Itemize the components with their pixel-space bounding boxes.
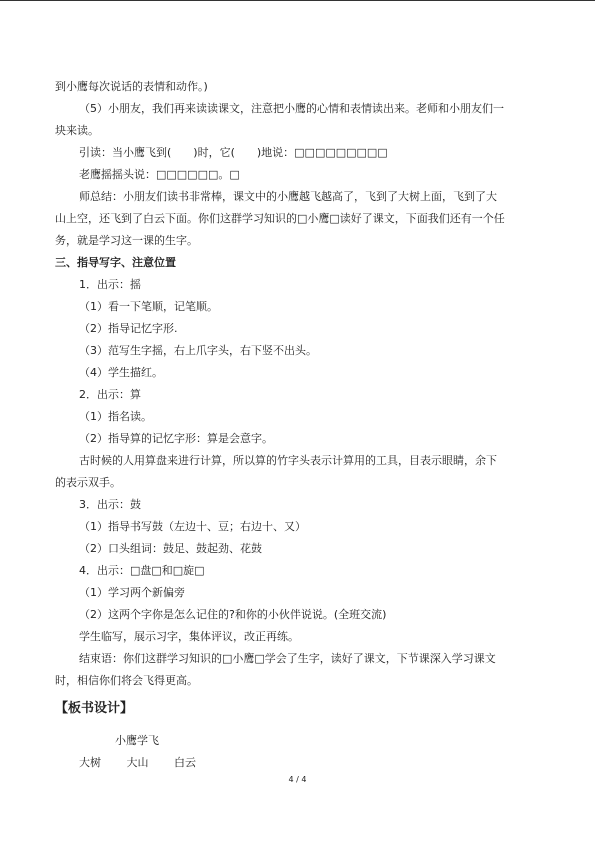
- paragraph-line: 老鹰摇摇头说：□□□□□□。□: [79, 168, 240, 181]
- paragraph-line: 山上空，还飞到了白云下面。你们这群学习知识的□小鹰□读好了课文，下面我们还有一个任: [55, 212, 505, 225]
- paragraph-line: （2）口头组词：鼓足、鼓起劲、花鼓: [79, 542, 262, 555]
- board-item: 白云: [174, 756, 196, 769]
- paragraph-line: 务，就是学习这一课的生字。: [55, 234, 198, 247]
- board-items: [55, 752, 545, 774]
- paragraph-line: 引读：当小鹰飞到( )时，它( )地说：□□□□□□□□□: [79, 146, 388, 159]
- paragraph-line: （4）学生描红。: [79, 366, 163, 379]
- paragraph-line: （1）学习两个新偏旁: [79, 586, 185, 599]
- board-title: 小鹰学飞: [115, 734, 159, 747]
- paragraph-line: 2．出示：算: [79, 388, 141, 401]
- paragraph-line: 1．出示：摇: [79, 278, 141, 291]
- paragraph-line: 结束语：你们这群学习知识的□小鹰□学会了生字，读好了课文，下节课深入学习课文: [79, 652, 496, 665]
- board-item: 大山: [126, 756, 149, 769]
- paragraph-line: 学生临写，展示习字，集体评议，改正再练。: [79, 630, 299, 643]
- paragraph-line: （1）指名读。: [79, 410, 152, 423]
- paragraph-line: （1）看一下笔顺，记笔顺。: [79, 300, 218, 313]
- paragraph-line: （2）这两个字你是怎么记住的?和你的小伙伴说说。(全班交流): [79, 608, 387, 621]
- paragraph-line: 3．出示：鼓: [79, 498, 141, 511]
- paragraph-line: 4．出示：□盘□和□旋□: [79, 564, 205, 577]
- paragraph-line: 师总结：小朋友们读书非常棒，课文中的小鹰越飞越高了，飞到了大树上面，飞到了大: [79, 190, 497, 203]
- paragraph-line: 古时候的人用算盘来进行计算，所以算的竹字头表示计算用的工具，目表示眼睛，余下: [79, 454, 497, 467]
- document-body: [55, 76, 545, 774]
- paragraph-line: （2）指导算的记忆字形：算是会意字。: [79, 432, 273, 445]
- paragraph-line: （5）小朋友，我们再来读读课文，注意把小鹰的心情和表情读出来。老师和小朋友们一: [79, 102, 504, 115]
- paragraph-line: 的表示双手。: [55, 476, 121, 489]
- paragraph-line: （1）指导书写鼓（左边十、豆；右边十、又）: [79, 520, 306, 533]
- page-number: 4 / 4: [288, 775, 307, 784]
- paragraph-line: 块来读。: [55, 124, 99, 137]
- header-rule: [0, 0, 595, 1]
- board-design-heading: 【板书设计】: [55, 701, 134, 716]
- paragraph-line: 到小鹰每次说话的表情和动作。): [55, 80, 208, 93]
- paragraph-line: 时，相信你们将会飞得更高。: [55, 674, 198, 687]
- paragraph-line: （3）范写生字摇，右上爪字头，右下竖不出头。: [79, 344, 317, 357]
- section-heading: 三、指导写字、注意位置: [55, 256, 176, 269]
- board-item: 大树: [79, 756, 101, 769]
- paragraph-line: （2）指导记忆字形.: [79, 322, 178, 335]
